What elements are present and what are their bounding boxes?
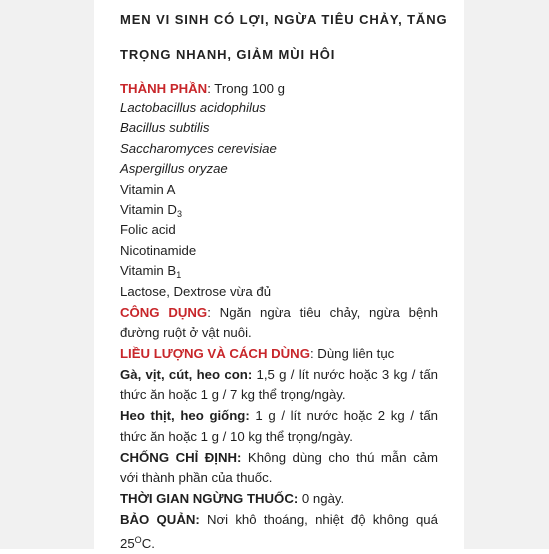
storage-unit: C. <box>141 536 155 551</box>
ingredient: Bacillus subtilis <box>120 120 210 135</box>
withdrawal-value: 0 ngày. <box>298 491 345 506</box>
ingredient: Lactose, Dextrose vừa đủ <box>120 284 272 299</box>
degree-sign: O <box>134 535 142 545</box>
composition-value: : Trong 100 g <box>207 81 285 96</box>
withdrawal-label: THỜI GIAN NGỪNG THUỐC: <box>120 491 299 506</box>
dosage-label: LIỀU LƯỢNG VÀ CÁCH DÙNG <box>120 346 310 361</box>
ingredient: Lactobacillus acidophilus <box>120 100 266 115</box>
ingredient: Folic acid <box>120 222 176 237</box>
storage-label: BẢO QUẢN: <box>120 512 200 527</box>
contraindication-label: CHỐNG CHỈ ĐỊNH: <box>120 450 242 465</box>
dosage-heading <box>120 344 438 364</box>
storage-temperature: 25 <box>120 536 135 551</box>
storage-text: Nơi khô thoáng, nhiệt độ không quá <box>199 512 438 527</box>
product-title-line-2: TRỌNG NHANH, GIẢM MÙI HÔI <box>120 47 336 62</box>
dosage-pig-line-2: thức ăn hoặc 1 g / 10 kg thể trọng/ngày. <box>120 429 353 444</box>
ingredient-name: Vitamin D <box>120 202 177 217</box>
contraindication-text: Không dùng cho thú mẫn cảm <box>241 450 438 465</box>
dosage-pig-line-1 <box>120 406 438 426</box>
contraindication-line-2: với thành phần của thuốc. <box>120 470 273 485</box>
dosage-pig-label: Heo thịt, heo giống: <box>120 408 250 423</box>
usage-text: : Ngăn ngừa tiêu chảy, ngừa bệnh <box>207 305 438 320</box>
left-margin <box>0 0 94 549</box>
subscript: 1 <box>176 270 182 280</box>
product-title-line-1: MEN VI SINH CÓ LỢI, NGỪA TIÊU CHẢY, TĂNG <box>120 12 448 27</box>
ingredient: Vitamin A <box>120 182 176 197</box>
dosage-poultry-line-1 <box>120 365 438 385</box>
dosage-value: : Dùng liên tục <box>309 346 395 361</box>
ingredient: Nicotinamide <box>120 243 197 258</box>
contraindication-line-1 <box>120 448 438 468</box>
usage-line-2: đường ruột ở vật nuôi. <box>120 325 252 340</box>
storage-line-1 <box>120 510 438 530</box>
subscript: 3 <box>176 209 182 219</box>
usage-line-1 <box>120 303 438 323</box>
composition-label: THÀNH PHẦN <box>120 81 208 96</box>
dosage-poultry-text: 1,5 g / lít nước hoặc 3 kg / tấn <box>252 367 438 382</box>
right-margin <box>464 0 549 549</box>
composition-heading <box>120 79 438 99</box>
usage-label: CÔNG DỤNG <box>120 305 208 320</box>
withdrawal-line <box>120 489 438 509</box>
dosage-poultry-label: Gà, vịt, cút, heo con: <box>120 367 253 382</box>
dosage-poultry-line-2: thức ăn hoặc 1 g / 7 kg thể trọng/ngày. <box>120 387 346 402</box>
storage-line-2 <box>120 530 438 554</box>
ingredient: Saccharomyces cerevisiae <box>120 141 277 156</box>
dosage-pig-text: 1 g / lít nước hoặc 2 kg / tấn <box>249 408 438 423</box>
ingredient-name: Vitamin B <box>120 263 177 278</box>
ingredient: Aspergillus oryzae <box>120 161 228 176</box>
